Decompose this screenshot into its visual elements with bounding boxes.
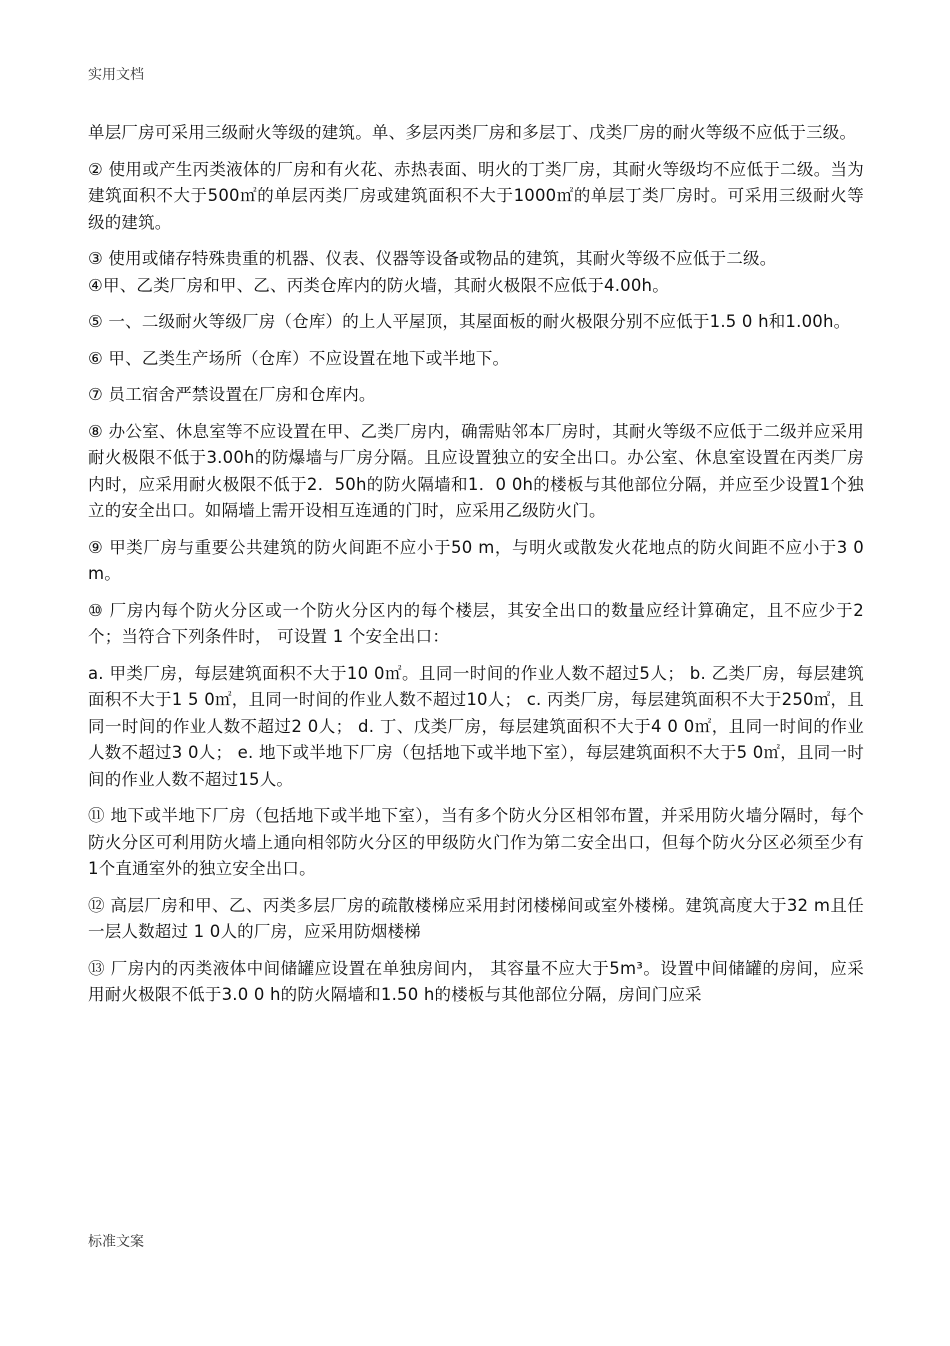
- page-header: 实用文档: [88, 67, 144, 83]
- paragraph-item-6: ⑥ 甲、乙类生产场所（仓库）不应设置在地下或半地下。: [88, 348, 510, 368]
- paragraph-item-11: ⑪ 地下或半地下厂房（包括地下或半地下室），当有多个防火分区相邻布置，并采用防火墙分隔时，每个防火分区可利用防火墙上通向相邻防火分区的甲级防火门作为第二安全出口，但每个防火分区必须至少有1个直通室外的独立安全出口。: [88, 806, 864, 878]
- paragraph-item-2: ② 使用或产生丙类液体的厂房和有火花、赤热表面、明火的丁类厂房，其耐火等级均不应低于二级。当为建筑面积不大于500㎡的单层丙类厂房或建筑面积不大于1000㎡的单层丁类厂房时。可采用三级耐火等级的建筑。: [88, 159, 864, 232]
- paragraph-item-5: ⑤ 一、二级耐火等级厂房（仓库）的上人平屋顶，其屋面板的耐火极限分别不应低于1.5 0 h和1.00h。: [88, 312, 851, 331]
- paragraph-item-10: ⑩ 厂房内每个防火分区或一个防火分区内的每个楼层，其安全出口的数量应经计算确定，且不应少于2个；当符合下列条件时， 可设置 1 个安全出口：: [88, 600, 864, 646]
- paragraph-item-12: ⑫ 高层厂房和甲、乙、丙类多层厂房的疏散楼梯应采用封闭楼梯间或室外楼梯。建筑高度大于32 m且任一层人数超过 1 0人的厂房，应采用防烟楼梯: [88, 895, 864, 941]
- paragraph-single-storey-factory: 单层厂房可采用三级耐火等级的建筑。单、多层丙类厂房和多层丁、戊类厂房的耐火等级不应低于三级。: [88, 123, 857, 142]
- paragraph-item-7: ⑦ 员工宿舍严禁设置在厂房和仓库内。: [88, 385, 376, 404]
- paragraph-item-4: ④甲、乙类厂房和甲、乙、丙类仓库内的防火墙，其耐火极限不应低于4.00h。: [88, 275, 669, 295]
- paragraph-item-13: ⑬ 厂房内的丙类液体中间储罐应设置在单独房间内， 其容量不应大于5m³。设置中间储罐的房间，应采用耐火极限不低于3.0 0 h的防火隔墙和1.50 h的楼板与其他部位分隔，房间门应采: [88, 958, 864, 1004]
- paragraph-item-3: ③ 使用或储存特殊贵重的机器、仪表、仪器等设备或物品的建筑，其耐火等级不应低于二级。: [88, 249, 777, 268]
- paragraph-item-9: ⑨ 甲类厂房与重要公共建筑的防火间距不应小于50 m，与明火或散发火花地点的防火间距不应小于3 0m。: [88, 537, 864, 583]
- paragraph-item-10-conditions: a. 甲类厂房，每层建筑面积不大于10 0㎡。且同一时间的作业人数不超过5人； b. 乙类厂房，每层建筑面积不大于1 5 0㎡，且同一时间的作业人数不超过10人； c. 丙类厂房，每层建筑面积不大于250㎡，且同一时间的作业人数不超过2 0人； d. 丁、戊类厂房，每层建筑面积不大于4 0 0㎡，且同一时间的作业人数不超过3 0人； e. 地下或半地下厂房（包括地下或半地下室），每层建筑面积不大于5 0㎡，且同一时间的作业人数不超过15人。: [88, 663, 864, 789]
- document-body: [88, 120, 864, 1220]
- page-footer: 标准文案: [88, 1234, 144, 1250]
- paragraph-item-8: ⑧ 办公室、休息室等不应设置在甲、乙类厂房内，确需贴邻本厂房时，其耐火等级不应低于二级并应采用耐火极限不低于3.00h的防爆墙与厂房分隔。且应设置独立的安全出口。办公室、休息室设置在丙类厂房内时，应采用耐火极限不低于2．50h的防火隔墙和1．0 0h的楼板与其他部位分隔，并应至少设置1个独立的安全出口。如隔墙上需开设相互连通的门时，应采用乙级防火门。: [88, 421, 864, 520]
